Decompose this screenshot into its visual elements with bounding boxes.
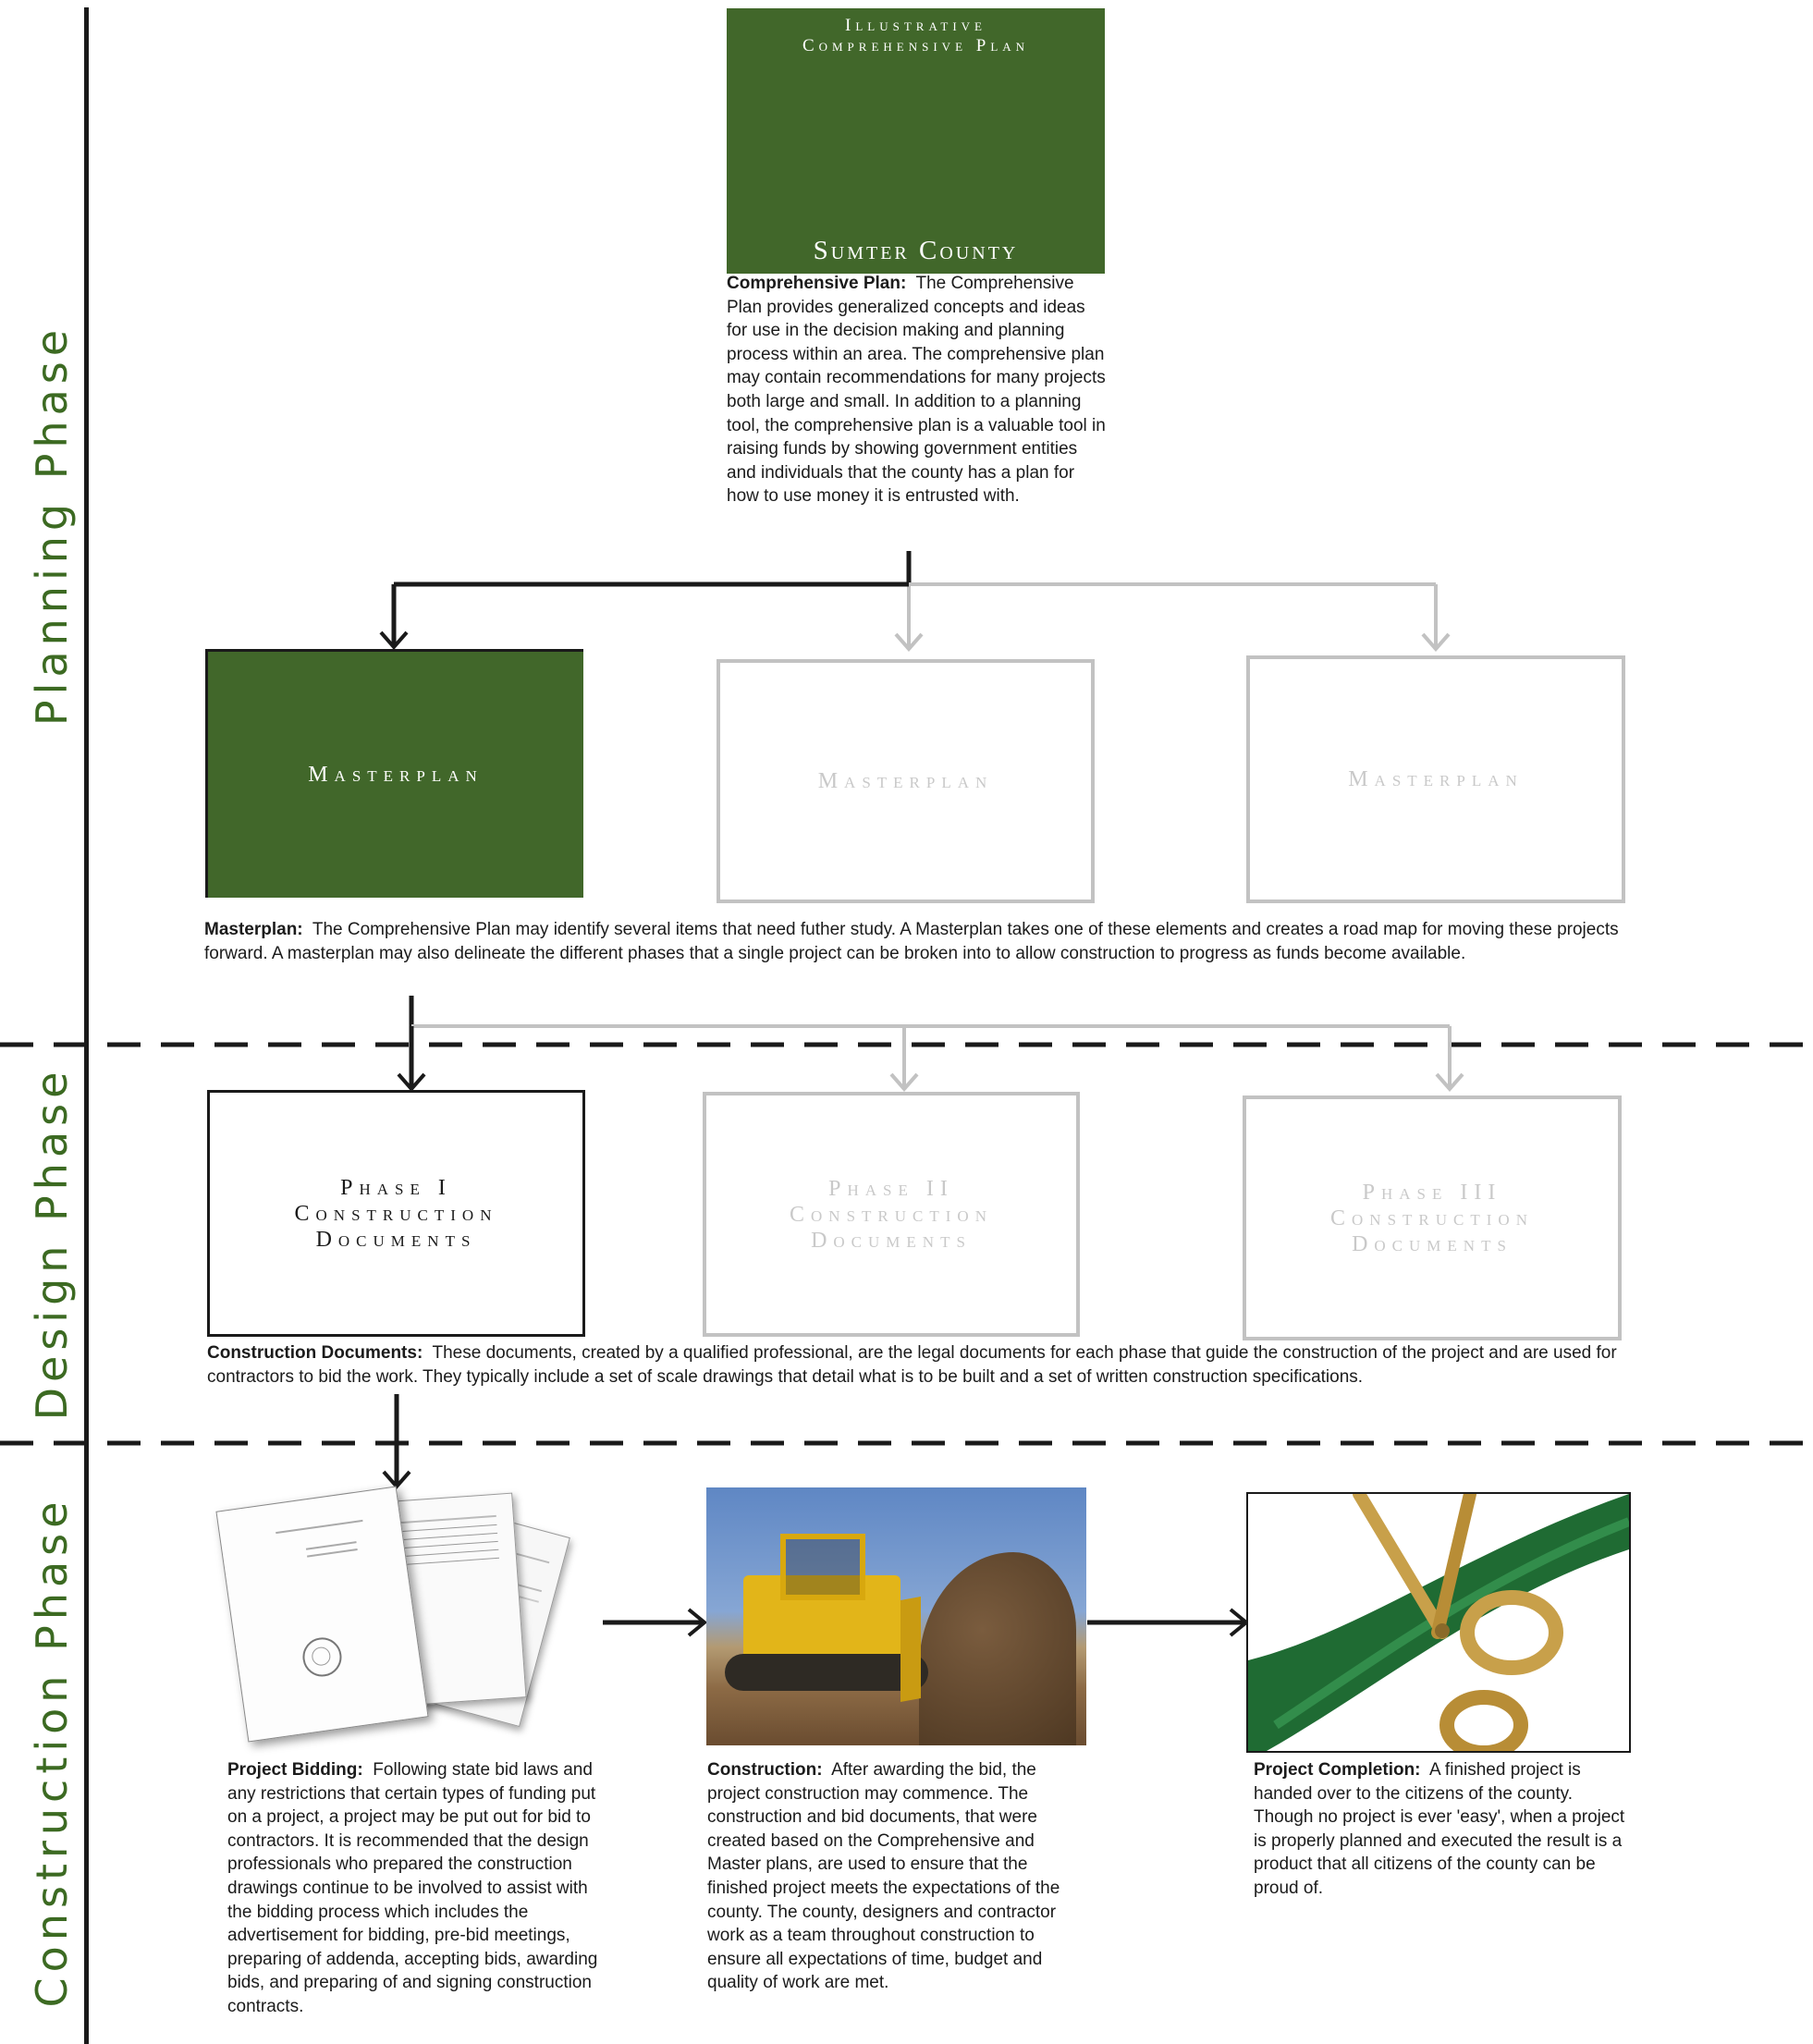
ribbon-and-scissors-icon [1248,1494,1629,1751]
dirt-mound [919,1552,1076,1745]
bulldozer-cab [780,1534,865,1600]
project-completion-term: Project Completion: [1254,1760,1421,1780]
bulldozer-blade [900,1597,921,1702]
masterplan-description [204,918,1628,965]
phase-1-documents-label: Documents [315,1227,477,1252]
cover-county-name: Sumter County [813,236,1019,265]
construction-term: Construction: [707,1760,823,1780]
phase-2-documents-label: Documents [811,1228,972,1253]
masterplan-term: Masterplan: [204,920,303,939]
construction-documents-text: These documents, created by a qualified professional, are the legal documents for each phase that guide the construction of the project and are used for contractors to bid the work. They typically include a set of scale drawings that detail what is to be built and a set of written construction specifications. [207,1343,1617,1387]
construction-documents-term: Construction Documents: [207,1343,423,1363]
project-bidding-text: Following state bid laws and any restrictions that certain types of funding put on a project, a project may be put out for bid to contractors. It is recommended that the design professionals who prepared the construction drawings continue to be involved to assist with the bidding process which includes the advertisement for bidding, pre-bid meetings, preparing of addenda, accepting bids, awarding bids, and preparing of and signing construction contracts. [227,1760,598,2016]
planning-phase-label: Planning Phase [27,324,77,727]
phase-2-construction-label: Construction [790,1202,993,1227]
masterplan-label: Masterplan [308,762,484,787]
phase-2-label: Phase II [828,1176,954,1201]
construction-text: After awarding the bid, the project construction may commence. The construction and bid documents, that were created based on the Comprehensive and Master plans, are used to ensure that the finished project meets the expectations of the county. The county, designers and contractor work as a team throughout construction to ensure all expectations of time, budget and quality of work are met. [707,1760,1060,1993]
county-seal-icon [300,1635,344,1679]
construction-phase-label: Construction Phase [27,1496,77,2008]
bid-document-page-front [215,1487,428,1743]
masterplan-box-active [205,649,583,898]
phase-3-label: Phase III [1362,1180,1502,1205]
comprehensive-plan-cover [727,8,1105,274]
masterplan-label: Masterplan [817,768,994,793]
comprehensive-plan-term: Comprehensive Plan: [727,274,907,293]
bid-documents-illustration [222,1479,601,1747]
phase-1-construction-docs-box [207,1090,585,1337]
masterplan-box-option-2 [717,659,1095,903]
phase-3-construction-label: Construction [1330,1206,1534,1230]
masterplan-text: The Comprehensive Plan may identify several items that need futher study. A Masterplan takes one of these elements and creates a road map for moving these projects forward. A masterplan may also delineate the different phases that a single project can be broken into to allow construction to progress as funds become available. [204,920,1619,963]
phase-1-label: Phase I [340,1175,452,1200]
bulldozer-construction-photo [706,1487,1086,1745]
bulldozer-track [725,1654,928,1691]
project-completion-description [1254,1758,1628,1901]
phase-3-construction-docs-box [1243,1095,1622,1340]
cover-title-line2: Comprehensive Plan [802,36,1030,55]
project-bidding-term: Project Bidding: [227,1760,363,1780]
construction-documents-description [207,1341,1631,1389]
cover-title-line1: Illustrative [845,16,986,35]
design-phase-label: Design Phase [27,1066,77,1421]
phase-1-construction-label: Construction [294,1201,498,1226]
phase-2-construction-docs-box [703,1092,1080,1337]
construction-description [707,1758,1088,1995]
comprehensive-plan-description [727,272,1109,508]
phase-3-documents-label: Documents [1352,1231,1513,1256]
masterplan-label: Masterplan [1348,766,1524,791]
project-completion-text: A finished project is handed over to the citizens of the county. Though no project is ever 'easy', when a project is properly planned and executed the result is a product that all citizens of the county can be proud of. [1254,1760,1625,1898]
masterplan-box-option-3 [1246,655,1625,903]
ribbon-cutting-photo [1246,1492,1631,1753]
project-bidding-description [227,1758,606,2019]
comprehensive-plan-text: The Comprehensive Plan provides generalized concepts and ideas for use in the decision making and planning process within an area. The comprehensive plan may contain recommendations for many projects both large and small. In addition to a planning tool, the comprehensive plan is a valuable tool in raising funds by showing government entities and individuals that the county has a plan for how to use money it is entrusted with. [727,274,1106,507]
